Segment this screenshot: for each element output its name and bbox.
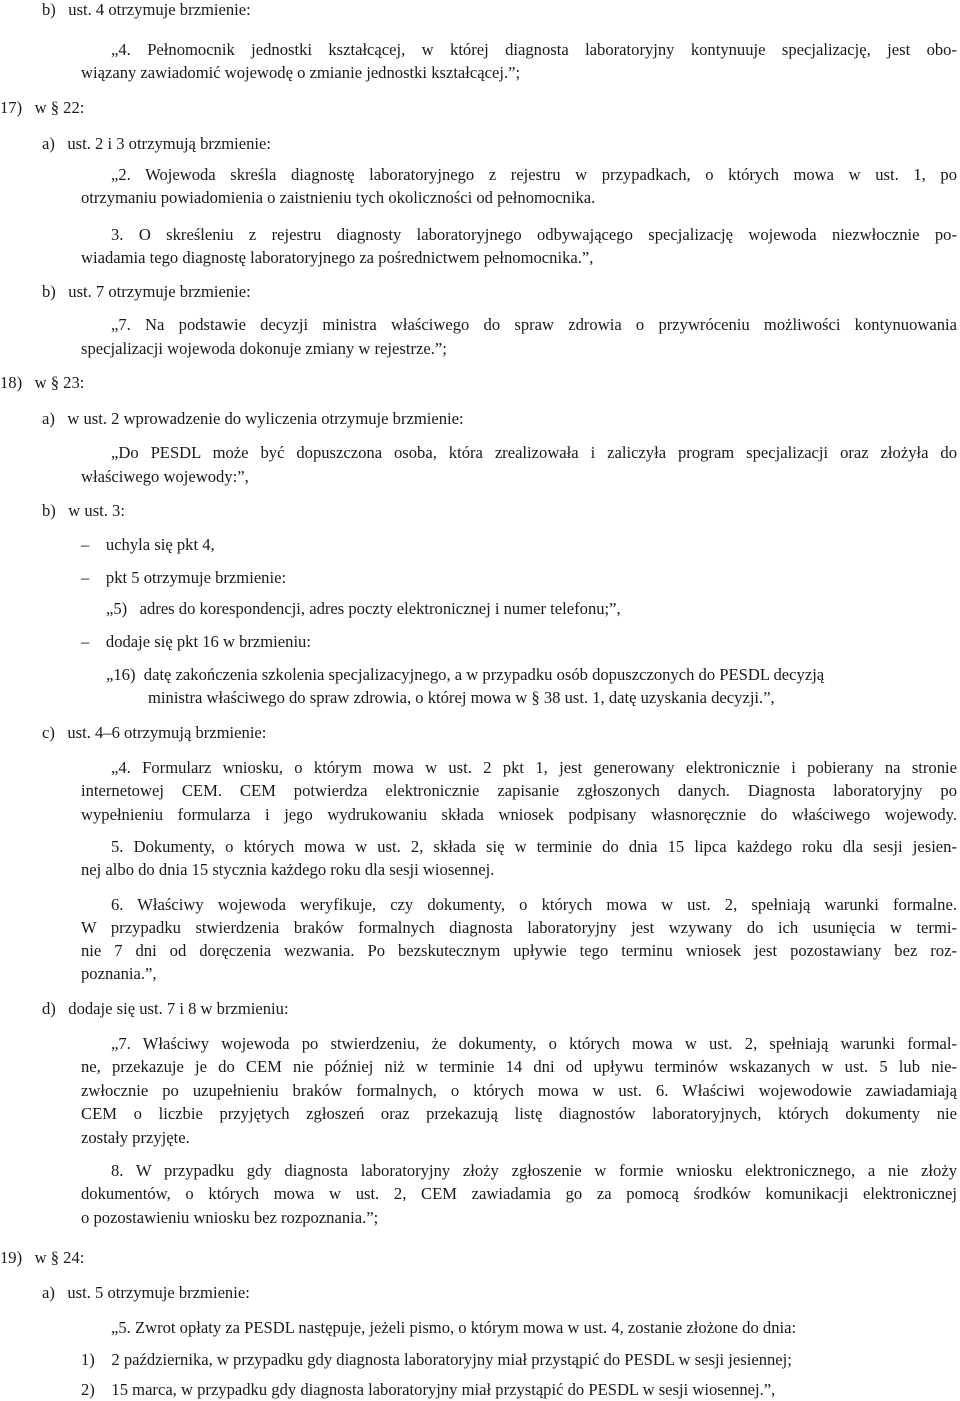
text-line-b18: b) w ust. 3: [42,501,125,520]
text-line-d1: – uchyla się pkt 4, [81,535,215,554]
text-line-p18: 18) w § 23: [0,373,85,392]
text-line-q8a: 8. W przypadku gdy diagnosta laboratoryjny złoży zgłoszenie w formie wniosku elektronicznego, a nie złoży [111,1161,957,1180]
text-line-q6a: 6. Właściwy wojewoda weryfikuje, czy dokumenty, o których mowa w ust. 2, spełniają warunki formalne. [111,895,957,914]
text-line-q4b: wiązany zawiadomić wojewodę o zmianie jednostki kształcącej.”; [81,63,521,82]
text-line-q2b: otrzymaniu powiadomienia o zaistnieniu tych okoliczności od pełnomocnika. [81,188,596,207]
text-line-q5b: nej albo do dnia 15 stycznia każdego roku dla sesji wiosennej. [81,860,495,879]
text-line-d3: – dodaje się pkt 16 w brzmieniu: [81,632,311,651]
text-line-q4ba: „4. Formularz wniosku, o którym mowa w ust. 2 pkt 1, jest generowany elektronicznie i pobierany na stronie [111,758,957,777]
text-line-d2: – pkt 5 otrzymuje brzmienie: [81,568,287,587]
text-line-a17: a) ust. 2 i 3 otrzymują brzmienie: [42,134,272,153]
text-line-c18: c) ust. 4–6 otrzymują brzmienie: [42,723,267,742]
text-line-qda: „Do PESDL może być dopuszczona osoba, która zrealizowała i zaliczyła program specjalizacji oraz złożyła do [111,443,957,462]
text-line-q8b: dokumentów, o których mowa w ust. 2, CEM zawiadamia go za pomocą środków komunikacji elektronicznej [81,1184,957,1203]
text-line-q5: „5) adres do korespondencji, adres poczty elektronicznej i numer telefonu;”, [106,599,621,618]
text-line-q8c: o pozostawieniu wniosku bez rozpoznania.”; [81,1208,379,1227]
text-line-q7cd: CEM o liczbie przyjętych zgłoszeń oraz przekazują listę diagnostów laboratoryjnych, których dokumenty nie [81,1104,957,1123]
text-line-q7b: specjalizacji wojewoda dokonuje zmiany w rejestrze.”; [81,339,447,358]
text-line-a18: a) w ust. 2 wprowadzenie do wyliczenia otrzymuje brzmienie: [42,409,464,428]
text-line-qdb: właściwego wojewody:”, [81,467,249,486]
text-line-q4a: „4. Pełnomocnik jednostki kształcącej, w której diagnosta laboratoryjny kontynuuje specjalizację, jest obo- [111,40,957,59]
text-line-q4bc: wypełnieniu formularza i jego wydrukowaniu składa wniosek podpisany własnoręcznie do właściwego wojewody. [81,805,957,824]
text-line-q7ce: zostały przyjęte. [81,1128,190,1147]
text-line-q7cc: zwłocznie po uzupełnieniu braków formalnych, o których mowa w ust. 6. Właściwi wojewodowie zawiadamiają [81,1081,957,1100]
text-line-q3a: 3. O skreśleniu z rejestru diagnosty laboratoryjnego odbywającego specjalizację wojewoda niezwłocznie po- [111,225,957,244]
text-line-q5c: „5. Zwrot opłaty za PESDL następuje, jeżeli pismo, o którym mowa w ust. 4, zostanie złożone do dnia: [111,1318,797,1337]
text-line-i2: 2) 15 marca, w przypadku gdy diagnosta laboratoryjny miał przystąpić do PESDL w sesji wiosennej.”, [81,1380,776,1399]
text-line-q4bb: internetowej CEM. CEM potwierdza elektronicznie zapisanie zgłoszonych danych. Diagnosta laboratoryjny po [81,781,957,800]
text-line-b17: b) ust. 7 otrzymuje brzmienie: [42,282,251,301]
text-line-q7cb: ne, przekazuje je do CEM nie później niż w terminie 14 dni od upływu terminów wskazanych w ust. 5 lub nie- [81,1057,957,1076]
text-line-i1: 1) 2 października, w przypadku gdy diagnosta laboratoryjny miał przystąpić do PESDL w sesji jesiennej; [81,1350,792,1369]
text-line-p17: 17) w § 22: [0,98,85,117]
text-line-a19: a) ust. 5 otrzymuje brzmienie: [42,1283,250,1302]
text-line-p19: 19) w § 24: [0,1248,85,1267]
text-line-b1: b) ust. 4 otrzymuje brzmienie: [42,0,251,19]
text-line-q3b: wiadamia tego diagnostę laboratoryjnego za pośrednictwem pełnomocnika.”, [81,248,594,267]
text-line-d18: d) dodaje się ust. 7 i 8 w brzmieniu: [42,999,289,1018]
text-line-q6c: nie 7 dni od doręczenia wezwania. Po bezskutecznym upływie tego terminu wniosek jest pozostawiany bez roz- [81,941,957,960]
text-line-q2a: „2. Wojewoda skreśla diagnostę laboratoryjnego z rejestru w przypadkach, o których mowa w ust. 1, po [111,165,957,184]
text-line-q6b: W przypadku stwierdzenia braków formalnych diagnosta laboratoryjny jest wzywany do ich usunięcia w termi- [81,918,957,937]
text-line-q16a: „16) datę zakończenia szkolenia specjalizacyjnego, a w przypadku osób dopuszczonych do PESDL decyzją [106,665,825,684]
text-line-q16b: ministra właściwego do spraw zdrowia, o której mowa w § 38 ust. 1, datę uzyskania decyzji.”, [148,688,775,707]
text-line-q7a: „7. Na podstawie decyzji ministra właściwego do spraw zdrowia o przywróceniu możliwości kontynuowania [111,315,957,334]
text-line-q7ca: „7. Właściwy wojewoda po stwierdzeniu, że dokumenty, o których mowa w ust. 2, spełniają warunki formal- [111,1034,957,1053]
text-line-q6d: poznania.”, [81,964,157,983]
text-line-q5a: 5. Dokumenty, o których mowa w ust. 2, składa się w terminie do dnia 15 lipca każdego roku dla sesji jesien- [111,837,957,856]
